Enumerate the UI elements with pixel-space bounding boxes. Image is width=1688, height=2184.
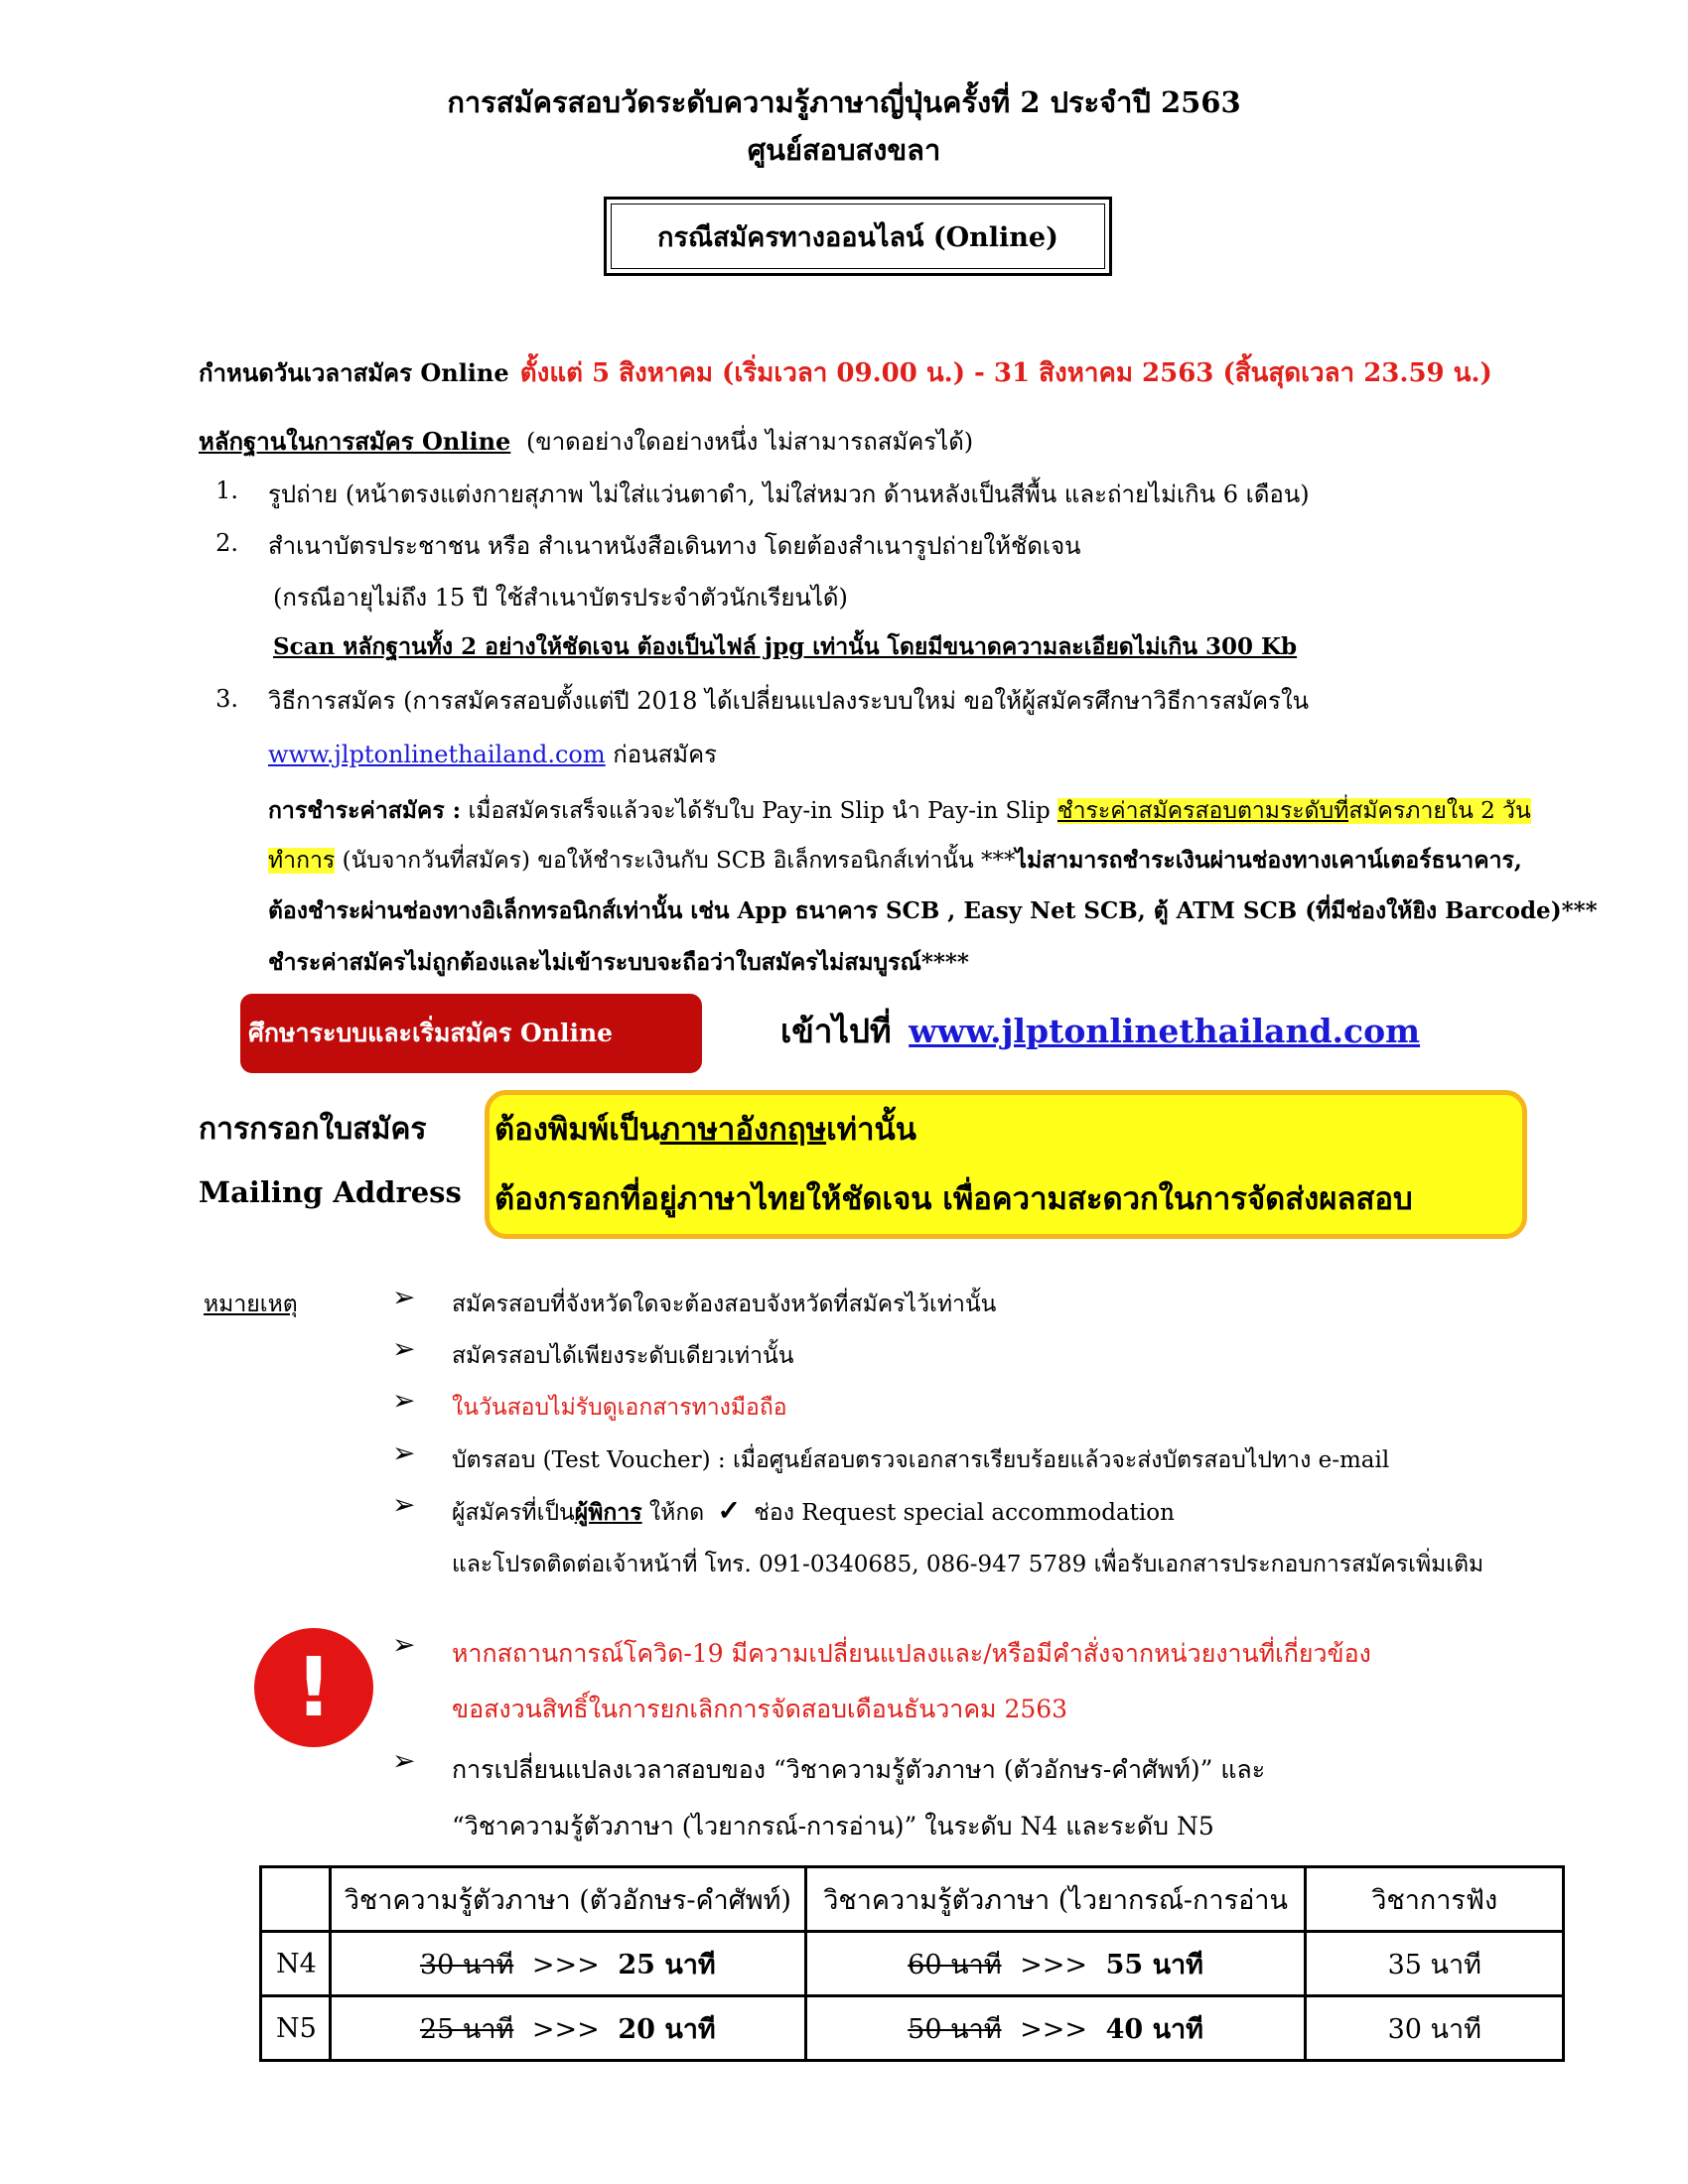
payment-text-b: (นับจากวันที่สมัคร) ขอให้ชำระเงินกับ SCB อิเล็กทรอนิกส์เท่านั้น *** [342,848,1016,874]
covid-warning-line1: หากสถานการณ์โควิด-19 มีความเปลี่ยนแปลงและ/หรือมีคำสั่งจากหน่วยงานที่เกี่ยวข้อง [452,1639,1371,1668]
arrow-bullet-icon: ➢ [392,1628,416,1661]
goto-label: เข้าไปที่ [780,1012,892,1050]
note-disability-c: ช่อง Request special accommodation [754,1500,1175,1526]
warning-icon: ! [254,1628,373,1747]
listening-time-cell: 30 นาที [1306,1996,1564,2061]
covid-warning-line2: ขอสงวนสิทธิ์ในการยกเลิกการจัดสอบเดือนธันวาคม 2563 [452,1695,1068,1723]
payment-highlight-b: ทำการ [268,848,336,874]
schedule-label: กำหนดวันเวลาสมัคร Online [199,358,509,387]
change-arrow: >>> [1020,2013,1087,2045]
start-online-registration-button[interactable]: ศึกษาระบบและเริ่มสมัคร Online [240,994,702,1073]
level-cell: N5 [261,1996,331,2061]
arrow-bullet-icon: ➢ [392,1744,416,1777]
method-link-line [268,735,717,773]
arrow-bullet-icon: ➢ [392,1332,416,1365]
evidence-item-method: วิธีการสมัคร (การสมัครสอบตั้งแต่ปี 2018 ได้เปลี่ยนแปลงระบบใหม่ ขอให้ผู้สมัครศึกษาวิธีการสมัครใน [268,687,1310,715]
scan-requirement: Scan หลักฐานทั้ง 2 อย่างให้ชัดเจน ต้องเป็นไฟล์ jpg เท่านั้น โดยมีขนาดความละเอียดไม่เกิน 300 Kb [273,633,1298,660]
mailing-address-label: Mailing Address [199,1175,462,1209]
change-arrow: >>> [531,1949,600,1980]
new-time: 20 นาที [618,2013,716,2045]
grammar-time-cell [805,1932,1306,1996]
new-time: 25 นาที [618,1949,716,1980]
old-time: 60 นาที [908,1949,1002,1980]
form-fill-english-line [494,1104,916,1154]
payment-line-1 [268,786,1531,836]
new-time: 55 นาที [1105,1949,1203,1980]
goto-line [780,1005,1420,1057]
arrow-bullet-icon: ➢ [392,1384,416,1417]
schedule-period: ตั้งแต่ 5 สิงหาคม (เริ่มเวลา 09.00 น.) - 31 สิงหาคม 2563 (สิ้นสุดเวลา 23.59 น.) [519,358,1492,388]
payment-line-2 [268,836,1522,886]
evidence-heading-line [199,422,973,461]
table-header-cell: วิชาความรู้ตัวภาษา (ไวยากรณ์-การอ่าน [805,1867,1306,1932]
online-mode-box [604,197,1112,276]
evidence-heading: หลักฐานในการสมัคร Online [199,427,511,456]
payment-bold-b: ไม่สามารถชำระเงินผ่านช่องทางเคาน์เตอร์ธนาคาร, [1015,847,1522,874]
evidence-item-id-note: (กรณีอายุไม่ถึง 15 ปี ใช้สำเนาบัตรประจำตัวนักเรียนได้) [273,584,848,612]
jlpt-website-main-link[interactable]: www.jlptonlinethailand.com [909,1012,1421,1050]
evidence-item-number: 1. [215,477,238,504]
payment-line-4: ชำระค่าสมัครไม่ถูกต้องและไม่เข้าระบบจะถือว่าใบสมัครไม่สมบูรณ์**** [268,949,969,976]
payment-label: การชำระค่าสมัคร : [268,797,462,824]
jlpt-website-link[interactable]: www.jlptonlinethailand.com [268,741,606,768]
arrow-bullet-icon: ➢ [392,1488,416,1521]
time-change-line1: การเปลี่ยนแปลงเวลาสอบของ “วิชาความรู้ตัวภาษา (ตัวอักษร-คำศัพท์)” และ [452,1755,1266,1784]
change-arrow: >>> [1020,1949,1087,1980]
table-header-cell: วิชาการฟัง [1306,1867,1564,1932]
form-fill-text-b: เท่านั้น [826,1112,916,1148]
evidence-heading-note: (ขาดอย่างใดอย่างหนึ่ง ไม่สามารถสมัครได้) [525,428,974,456]
vocab-time-cell [330,1996,805,2061]
evidence-item-photo: รูปถ่าย (หน้าตรงแต่งกายสุภาพ ไม่ใส่แว่นตาดำ, ไม่ใส่หมวก ด้านหลังเป็นสีพื้น และถ่ายไม่เกิน 6 เดือน) [268,480,1310,508]
old-time: 50 นาที [908,2013,1002,2045]
note-disability-b: ให้กด [648,1500,705,1526]
vocab-time-cell [330,1932,805,1996]
checkmark-icon: ✓ [717,1494,741,1527]
note-one-level: สมัครสอบได้เพียงระดับเดียวเท่านั้น [452,1343,794,1369]
arrow-bullet-icon: ➢ [392,1281,416,1313]
payment-text-a: เมื่อสมัครเสร็จแล้วจะได้รับใบ Pay-in Slip นำ Pay-in Slip [468,798,1051,824]
old-time: 25 นาที [419,2013,514,2045]
evidence-item-id-copy: สำเนาบัตรประชาชน หรือ สำเนาหนังสือเดินทาง โดยต้องสำเนารูปถ่ายให้ชัดเจน [268,532,1081,560]
table-header-row [261,1867,1564,1932]
form-fill-english: ภาษาอังกฤษ [659,1112,827,1148]
table-header-cell [261,1867,331,1932]
note-disability [452,1494,1175,1531]
payment-highlight-a2: สมัครภายใน 2 วัน [1348,798,1531,824]
arrow-bullet-icon: ➢ [392,1436,416,1469]
schedule-line [199,352,1492,393]
form-fill-label: การกรอกใบสมัคร [199,1112,427,1147]
grammar-time-cell [805,1996,1306,2061]
note-disability-u: ผู้พิการ [574,1499,642,1526]
note-no-mobile-docs: ในวันสอบไม่รับดูเอกสารทางมือถือ [452,1395,787,1421]
note-contact: และโปรดติดต่อเจ้าหน้าที่ โทร. 091-0340685, 086-947 5789 เพื่อรับเอกสารประกอบการสมัครเพิ่มเติม [452,1552,1484,1577]
level-cell: N4 [261,1932,331,1996]
page-title: การสมัครสอบวัดระดับความรู้ภาษาญี่ปุ่นครั้งที่ 2 ประจำปี 2563 [447,85,1241,119]
note-province: สมัครสอบที่จังหวัดใดจะต้องสอบจังหวัดที่สมัครไว้เท่านั้น [452,1292,997,1317]
old-time: 30 นาที [419,1949,514,1980]
exam-time-table [259,1865,1565,2062]
table-row [261,1996,1564,2061]
notes-label: หมายเหตุ [204,1292,298,1317]
online-mode-label: กรณีสมัครทางออนไลน์ (Online) [611,204,1105,269]
table-header-cell: วิชาความรู้ตัวภาษา (ตัวอักษร-คำศัพท์) [330,1867,805,1932]
mailing-address-text: ต้องกรอกที่อยู่ภาษาไทยให้ชัดเจน เพื่อความสะดวกในการจัดส่งผลสอบ [494,1181,1413,1217]
payment-line-3: ต้องชำระผ่านช่องทางอิเล็กทรอนิกส์เท่านั้น เช่น App ธนาคาร SCB , Easy Net SCB, ตู้ ATM SCB (ที่มีช่องให้ยิง Barcode)*** [268,897,1598,924]
form-fill-text-a: ต้องพิมพ์เป็น [494,1112,660,1148]
evidence-item-number: 3. [215,685,238,713]
note-disability-a: ผู้สมัครที่เป็น [452,1500,575,1526]
table-row [261,1932,1564,1996]
listening-time-cell: 35 นาที [1306,1932,1564,1996]
new-time: 40 นาที [1105,2013,1203,2045]
evidence-item-number: 2. [215,529,238,557]
change-arrow: >>> [531,2013,600,2045]
note-test-voucher: บัตรสอบ (Test Voucher) : เมื่อศูนย์สอบตรวจเอกสารเรียบร้อยแล้วจะส่งบัตรสอบไปทาง e-mail [452,1447,1390,1473]
time-change-line2: “วิชาความรู้ตัวภาษา (ไวยากรณ์-การอ่าน)” ในระดับ N4 และระดับ N5 [452,1812,1214,1841]
method-link-suffix: ก่อนสมัคร [613,741,718,768]
payment-highlight-a: ชำระค่าสมัครสอบตามระดับที่ [1057,798,1349,824]
exam-center-title: ศูนย์สอบสงขลา [747,133,941,167]
